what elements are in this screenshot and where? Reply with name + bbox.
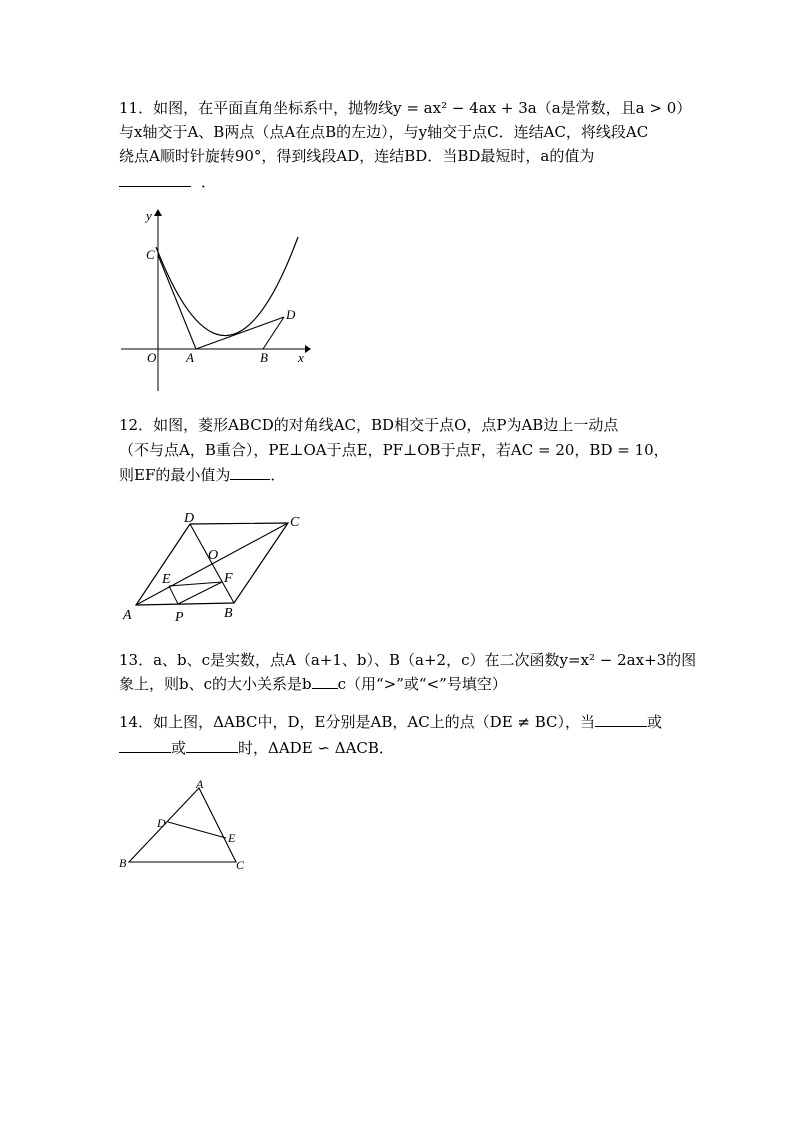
q14-line-1 xyxy=(119,712,662,732)
q12-label-f: F xyxy=(224,571,233,586)
q12-line-3-text: 则EF的最小值为 xyxy=(119,466,231,484)
q11-figure xyxy=(115,205,315,395)
q11-label-b: B xyxy=(260,350,268,365)
q13-line-2 xyxy=(119,674,507,694)
q11-period: ． xyxy=(201,173,217,191)
q13-line-2-text: 象上，则b、c的大小关系是b xyxy=(119,675,312,693)
answer-blank-3[interactable] xyxy=(186,738,238,753)
answer-blank-2[interactable] xyxy=(119,738,171,753)
q11-x-axis-arrow xyxy=(305,345,311,353)
q12-line-2: （不与点A，B重合），PE⊥OA于点E，PF⊥OB于点F，若AC = 20，BD = 10， xyxy=(119,441,669,459)
answer-blank-1[interactable] xyxy=(595,712,647,727)
q12-label-a: A xyxy=(123,608,132,623)
q14-line-1-text: 14．如上图，ΔABC中，D，E分别是AB，AC上的点（DE ≠ BC），当 xyxy=(119,713,596,731)
q12-label-b: B xyxy=(224,606,233,621)
q11-label-d: D xyxy=(286,307,296,322)
q14-line-2-tail: 时，ΔADE ∽ ΔACB． xyxy=(238,739,394,757)
q14-label-c: C xyxy=(236,858,245,872)
q12-label-d: D xyxy=(184,511,195,526)
q12-line-3 xyxy=(119,465,285,485)
q12-diagonal-bd xyxy=(190,524,234,603)
q11-label-x: x xyxy=(298,350,304,365)
q11-segment-ac xyxy=(158,255,196,349)
answer-blank[interactable] xyxy=(119,172,191,187)
q11-line-1: 11．如图，在平面直角坐标系中，抛物线y = ax² − 4ax + 3a（a是常数，且a > 0） xyxy=(119,99,692,117)
q11-segment-ad xyxy=(196,317,284,349)
q14-label-b: B xyxy=(119,856,127,870)
q11-label-o: O xyxy=(147,350,157,365)
q14-label-d: D xyxy=(157,816,166,830)
q14-figure xyxy=(115,778,255,873)
q14-label-e: E xyxy=(228,831,236,845)
q11-label-y: y xyxy=(146,208,152,223)
q12-figure xyxy=(118,505,318,630)
q14-label-a: A xyxy=(196,778,204,791)
q13-line-1: 13．a、b、c是实数，点A（a+1、b）、B（a+2，c）在二次函数y=x² − 2ax+3的图 xyxy=(119,651,697,669)
q11-line-2: 与x轴交于A、B两点（点A在点B的左边），与y轴交于点C．连结AC，将线段AC xyxy=(119,123,649,141)
q14-triangle-abc xyxy=(129,788,236,862)
answer-blank[interactable] xyxy=(312,674,338,689)
answer-blank[interactable] xyxy=(230,465,270,480)
q12-segment-pe xyxy=(169,586,178,604)
q12-label-p: P xyxy=(175,610,184,625)
q12-period: ． xyxy=(270,466,286,484)
q11-segment-bd xyxy=(263,317,284,349)
q13-line-2-tail: c（用“>”或“<”号填空） xyxy=(337,675,507,693)
q14-line-2 xyxy=(119,738,394,758)
q14-or: 或 xyxy=(171,739,187,757)
q11-line-3: 绕点A顺时针旋转90°，得到线段AD，连结BD．当BD最短时，a的值为 xyxy=(119,147,595,165)
q11-y-axis-arrow xyxy=(154,209,162,216)
q12-line-1: 12．如图，菱形ABCD的对角线AC，BD相交于点O，点P为AB边上一动点 xyxy=(119,416,619,434)
q12-label-o: O xyxy=(208,548,219,563)
q11-label-c: C xyxy=(146,247,155,262)
q11-line-4 xyxy=(119,172,216,192)
q11-label-a: A xyxy=(186,350,194,365)
q12-label-e: E xyxy=(162,572,171,587)
q11-parabola xyxy=(156,237,298,336)
q12-label-c: C xyxy=(290,515,300,530)
q14-line-1-tail: 或 xyxy=(647,713,663,731)
